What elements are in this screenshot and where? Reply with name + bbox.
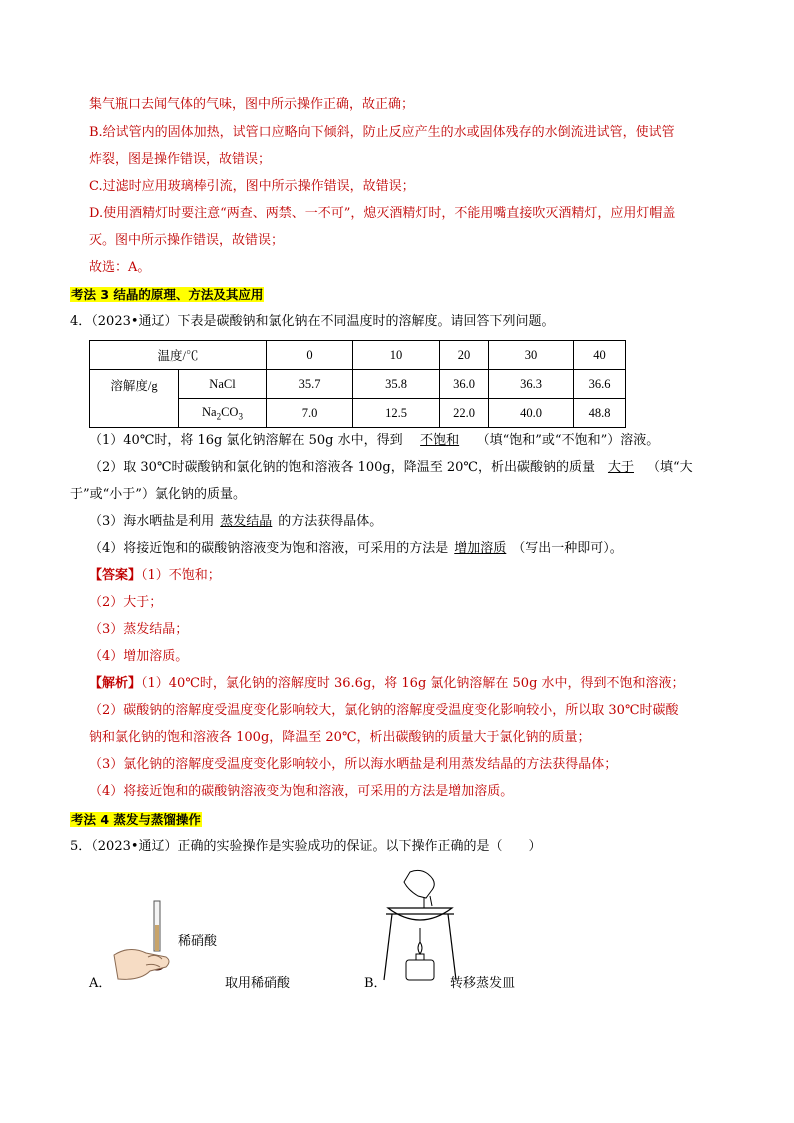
table-cell: 48.8 — [574, 399, 626, 428]
table-substance-name: NaCl — [179, 370, 267, 399]
answer-line: （4）增加溶质。 — [89, 649, 189, 664]
section-heading — [70, 286, 264, 305]
analysis-line: 钠和氯化钠的饱和溶液各 100g，降温至 20℃，析出碳酸钠的质量大于氯化钠的质量； — [89, 730, 591, 745]
explanation-line: 故选：A。 — [89, 260, 151, 275]
explanation-line: 集气瓶口去闻气体的气味，图中所示操作正确，故正确； — [89, 97, 415, 112]
table-cell: 35.8 — [353, 370, 440, 399]
tripod-evaporating-dish-icon — [380, 868, 460, 986]
subquestion-text: （填“饱和”或“不饱和”）溶液。 — [476, 433, 660, 448]
question-stem: 4．（2023•通辽）下表是碳酸钠和氯化钠在不同温度时的溶解度。请回答下列问题。 — [70, 314, 555, 329]
explanation-line: 灭。图中所示操作错误，故错误； — [89, 233, 285, 248]
option-letter: B． — [364, 976, 387, 991]
analysis-line: （4）将接近饱和的碳酸钠溶液变为饱和溶液，可采用的方法是增加溶质。 — [89, 784, 514, 799]
analysis-text: （1）40℃时，氯化钠的溶解度时 36.6g，将 16g 氯化钠溶解在 50g 水中，得到不饱和溶液； — [141, 676, 685, 691]
subquestion-text: （3）海水晒盐是利用 — [89, 514, 215, 529]
explanation-line: 炸裂，图是操作错误，故错误； — [89, 152, 272, 167]
analysis-line — [89, 675, 685, 693]
table-temp-cell: 0 — [267, 341, 353, 370]
answer-blank: 不饱和 — [420, 433, 460, 448]
table-cell: 7.0 — [267, 399, 353, 428]
table-cell: 36.0 — [440, 370, 489, 399]
analysis-line: （2）碳酸钠的溶解度受温度变化影响较大，氯化钠的溶解度受温度变化影响较小，所以取 30℃时碳酸 — [89, 703, 679, 718]
subquestion-2-cont: 于”或“小于”）氯化钠的质量。 — [70, 487, 246, 502]
subquestion-2 — [89, 459, 693, 477]
solubility-table — [89, 340, 626, 428]
subquestion-4 — [89, 540, 623, 558]
answer-text: （1）不饱和； — [141, 568, 221, 583]
table-cell: 35.7 — [267, 370, 353, 399]
analysis-tag: 【解析】 — [89, 676, 142, 691]
explanation-line: B.给试管内的固体加热，试管口应略向下倾斜，防止反应产生的水或固体残存的水倒流进试管，使试管 — [89, 125, 675, 140]
option-caption: 转移蒸发皿 — [450, 976, 516, 991]
table-header-label: 温度/℃ — [90, 341, 267, 370]
explanation-line: C.过滤时应用玻璃棒引流，图中所示操作错误，故错误； — [89, 179, 415, 194]
question-stem: 5．（2023•通辽）正确的实验操作是实验成功的保证。以下操作正确的是（ ） — [70, 839, 542, 854]
answer-tag: 【答案】 — [89, 568, 142, 583]
table-cell: 40.0 — [489, 399, 574, 428]
answer-line: （2）大于； — [89, 595, 163, 610]
table-temp-cell: 10 — [353, 341, 440, 370]
subquestion-text: 的方法获得晶体。 — [278, 514, 383, 529]
answer-blank: 大于 — [607, 460, 634, 475]
evaporation-illustration — [380, 868, 460, 986]
table-temp-cell: 20 — [440, 341, 489, 370]
subquestion-text: （2）取 30℃时碳酸钠和氯化钠的饱和溶液各 100g，降温至 20℃，析出碳酸钠的质量 — [89, 460, 595, 475]
option-letter: A． — [89, 976, 112, 991]
reagent-label: 稀硝酸 — [178, 934, 218, 949]
table-row-label: 溶解度/g — [90, 370, 179, 428]
answer-line: （3）蒸发结晶； — [89, 622, 189, 637]
answer-blank: 增加溶质 — [454, 541, 507, 556]
formula-subscript: 3 — [238, 411, 243, 422]
answer-line — [89, 567, 221, 585]
section-heading — [70, 811, 202, 830]
formula-part: Na — [202, 404, 217, 419]
option-caption: 取用稀硝酸 — [225, 976, 291, 991]
table-temp-cell: 30 — [489, 341, 574, 370]
table-cell: 12.5 — [353, 399, 440, 428]
formula-subscript: 2 — [216, 411, 222, 422]
analysis-line: （3）氯化钠的溶解度受温度变化影响较小，所以海水晒盐是利用蒸发结晶的方法获得晶体； — [89, 757, 618, 772]
subquestion-text: （4）将接近饱和的碳酸钠溶液变为饱和溶液，可采用的方法是 — [89, 541, 449, 556]
table-cell: 36.6 — [574, 370, 626, 399]
subquestion-text: （写出一种即可）。 — [512, 541, 623, 556]
subquestion-text: （填“大 — [646, 460, 693, 475]
formula-part: CO — [221, 404, 239, 419]
section-title: 考法 3 结晶的原理、方法及其应用 — [71, 287, 264, 302]
subquestion-text: （1）40℃时，将 16g 氯化钠溶解在 50g 水中，得到 — [89, 433, 403, 448]
table-temp-cell: 40 — [574, 341, 626, 370]
subquestion-3 — [89, 513, 382, 531]
table-cell: 36.3 — [489, 370, 574, 399]
table-substance-name — [179, 399, 267, 428]
explanation-line: D.使用酒精灯时要注意“两查、两禁、一不可”，熄灭酒精灯时，不能用嘴直接吹灭酒精灯，应用灯帽盖 — [89, 206, 676, 221]
subquestion-1 — [89, 432, 659, 450]
table-cell: 22.0 — [440, 399, 489, 428]
answer-blank: 蒸发结晶 — [220, 514, 273, 529]
section-title: 考法 4 蒸发与蒸馏操作 — [71, 812, 201, 827]
